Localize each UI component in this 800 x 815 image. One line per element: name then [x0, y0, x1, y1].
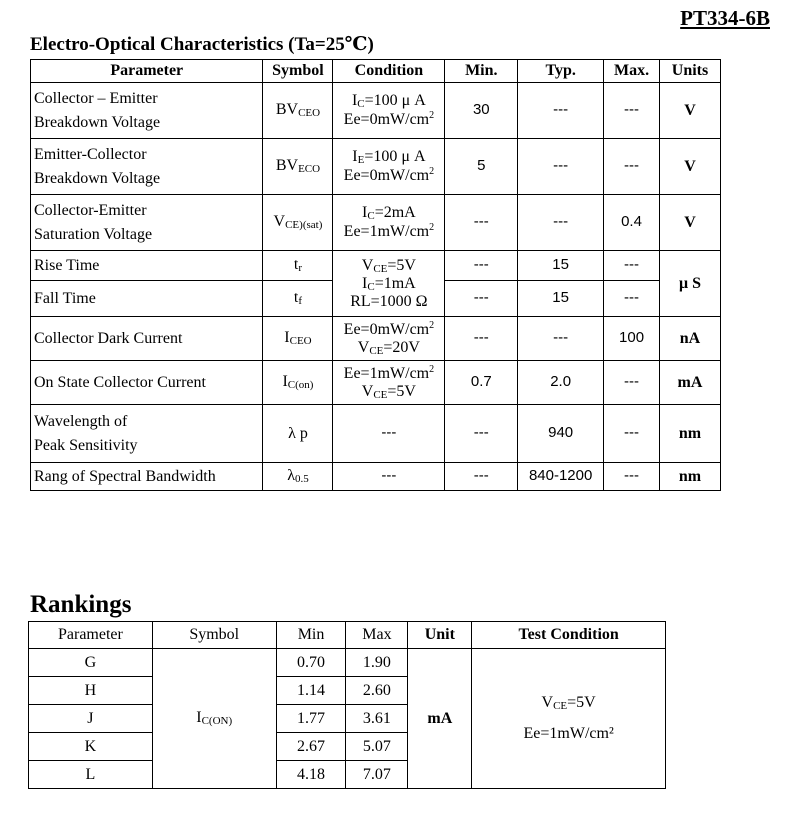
- table-row: [31, 463, 721, 491]
- typ-cell: ---: [518, 195, 604, 251]
- parameter-cell: Collector-Emitter Saturation Voltage: [31, 195, 263, 251]
- table-row: [31, 405, 721, 463]
- column-header: Max.: [604, 60, 660, 83]
- column-header: Parameter: [31, 60, 263, 83]
- parameter-cell: Collector Dark Current: [31, 317, 263, 361]
- column-header: Units: [660, 60, 721, 83]
- symbol-cell: tf: [263, 281, 333, 317]
- condition-cell: ---: [333, 463, 445, 491]
- min-cell: ---: [445, 317, 518, 361]
- symbol-cell: BVCEO: [263, 83, 333, 139]
- switching-condition-cell: VCE=5V IC=1mA RL=1000 Ω: [333, 251, 445, 317]
- parameter-cell: Fall Time: [31, 281, 263, 317]
- table-row: [31, 139, 721, 195]
- condition-cell: ---: [333, 405, 445, 463]
- min-cell: 30: [445, 83, 518, 139]
- column-header: Test Condition: [472, 622, 666, 649]
- typ-cell: ---: [518, 139, 604, 195]
- typ-cell: 840-1200: [518, 463, 604, 491]
- electro-optical-title: Electro-Optical Characteristics (Ta=25℃): [30, 34, 374, 55]
- column-header: Min.: [445, 60, 518, 83]
- parameter-cell: Emitter-Collector Breakdown Voltage: [31, 139, 263, 195]
- column-header: Parameter: [29, 622, 153, 649]
- symbol-cell: λ p: [263, 405, 333, 463]
- rank-parameter-cell: H: [29, 677, 153, 705]
- typ-cell: 2.0: [518, 361, 604, 405]
- table-row: [31, 251, 721, 281]
- min-cell: ---: [445, 251, 518, 281]
- condition-cell: IC=100 μ A $Ee=0mW/cm^2$: [333, 83, 445, 139]
- typ-cell: 15: [518, 281, 604, 317]
- rank-min-cell: 0.70: [276, 649, 346, 677]
- max-cell: ---: [604, 83, 660, 139]
- max-cell: 100: [604, 317, 660, 361]
- column-header: Typ.: [518, 60, 604, 83]
- symbol-cell: IC(on): [263, 361, 333, 405]
- table-header-row: [29, 622, 666, 649]
- table-header-row: [31, 60, 721, 83]
- min-cell: ---: [445, 463, 518, 491]
- column-header: Unit: [408, 622, 472, 649]
- electro-optical-table: [30, 59, 721, 491]
- unit-cell: mA: [660, 361, 721, 405]
- symbol-cell: BVECO: [263, 139, 333, 195]
- table-row: [31, 83, 721, 139]
- column-header: Max: [346, 622, 408, 649]
- max-cell: 0.4: [604, 195, 660, 251]
- parameter-cell: Rise Time: [31, 251, 263, 281]
- typ-cell: ---: [518, 317, 604, 361]
- min-cell: 5: [445, 139, 518, 195]
- rank-symbol-cell: IC(ON): [152, 649, 276, 789]
- max-cell: ---: [604, 463, 660, 491]
- max-cell: ---: [604, 281, 660, 317]
- max-cell: ---: [604, 361, 660, 405]
- rank-parameter-cell: L: [29, 761, 153, 789]
- symbol-cell: ICEO: [263, 317, 333, 361]
- parameter-cell: Wavelength of Peak Sensitivity: [31, 405, 263, 463]
- rank-parameter-cell: J: [29, 705, 153, 733]
- table-row: [29, 649, 666, 677]
- unit-cell: V: [660, 195, 721, 251]
- rankings-title: Rankings: [30, 591, 132, 618]
- rank-test-condition-cell: VCE=5V Ee=1mW/cm²: [472, 649, 666, 789]
- typ-cell: 15: [518, 251, 604, 281]
- part-number: PT334-6B: [680, 6, 770, 30]
- switching-unit-cell: μ S: [660, 251, 721, 317]
- rank-unit-cell: mA: [408, 649, 472, 789]
- min-cell: ---: [445, 405, 518, 463]
- typ-cell: 940: [518, 405, 604, 463]
- column-header: Min: [276, 622, 346, 649]
- column-header: Symbol: [152, 622, 276, 649]
- unit-cell: V: [660, 139, 721, 195]
- column-header: Condition: [333, 60, 445, 83]
- rankings-table: [28, 621, 666, 789]
- parameter-cell: Rang of Spectral Bandwidth: [31, 463, 263, 491]
- min-cell: ---: [445, 281, 518, 317]
- rank-min-cell: 1.14: [276, 677, 346, 705]
- table-row: [31, 317, 721, 361]
- rank-min-cell: 4.18: [276, 761, 346, 789]
- rank-parameter-cell: K: [29, 733, 153, 761]
- condition-cell: $Ee=0mW/cm^2$ VCE=20V: [333, 317, 445, 361]
- max-cell: ---: [604, 405, 660, 463]
- column-header: Symbol: [263, 60, 333, 83]
- max-cell: ---: [604, 251, 660, 281]
- condition-cell: IE=100 μ A $Ee=0mW/cm^2$: [333, 139, 445, 195]
- condition-cell: IC=2mA $Ee=1mW/cm^2$: [333, 195, 445, 251]
- rank-max-cell: 2.60: [346, 677, 408, 705]
- min-cell: 0.7: [445, 361, 518, 405]
- rank-max-cell: 3.61: [346, 705, 408, 733]
- condition-cell: $Ee=1mW/cm^2$ VCE=5V: [333, 361, 445, 405]
- symbol-cell: VCE)(sat): [263, 195, 333, 251]
- rank-min-cell: 2.67: [276, 733, 346, 761]
- symbol-cell: λ0.5: [263, 463, 333, 491]
- parameter-cell: On State Collector Current: [31, 361, 263, 405]
- unit-cell: V: [660, 83, 721, 139]
- rank-max-cell: 5.07: [346, 733, 408, 761]
- rank-parameter-cell: G: [29, 649, 153, 677]
- unit-cell: nm: [660, 463, 721, 491]
- max-cell: ---: [604, 139, 660, 195]
- symbol-cell: tr: [263, 251, 333, 281]
- unit-cell: nm: [660, 405, 721, 463]
- rank-max-cell: 1.90: [346, 649, 408, 677]
- typ-cell: ---: [518, 83, 604, 139]
- min-cell: ---: [445, 195, 518, 251]
- table-row: [31, 195, 721, 251]
- unit-cell: nA: [660, 317, 721, 361]
- parameter-cell: Collector – Emitter Breakdown Voltage: [31, 83, 263, 139]
- rank-max-cell: 7.07: [346, 761, 408, 789]
- table-row: [31, 361, 721, 405]
- rank-min-cell: 1.77: [276, 705, 346, 733]
